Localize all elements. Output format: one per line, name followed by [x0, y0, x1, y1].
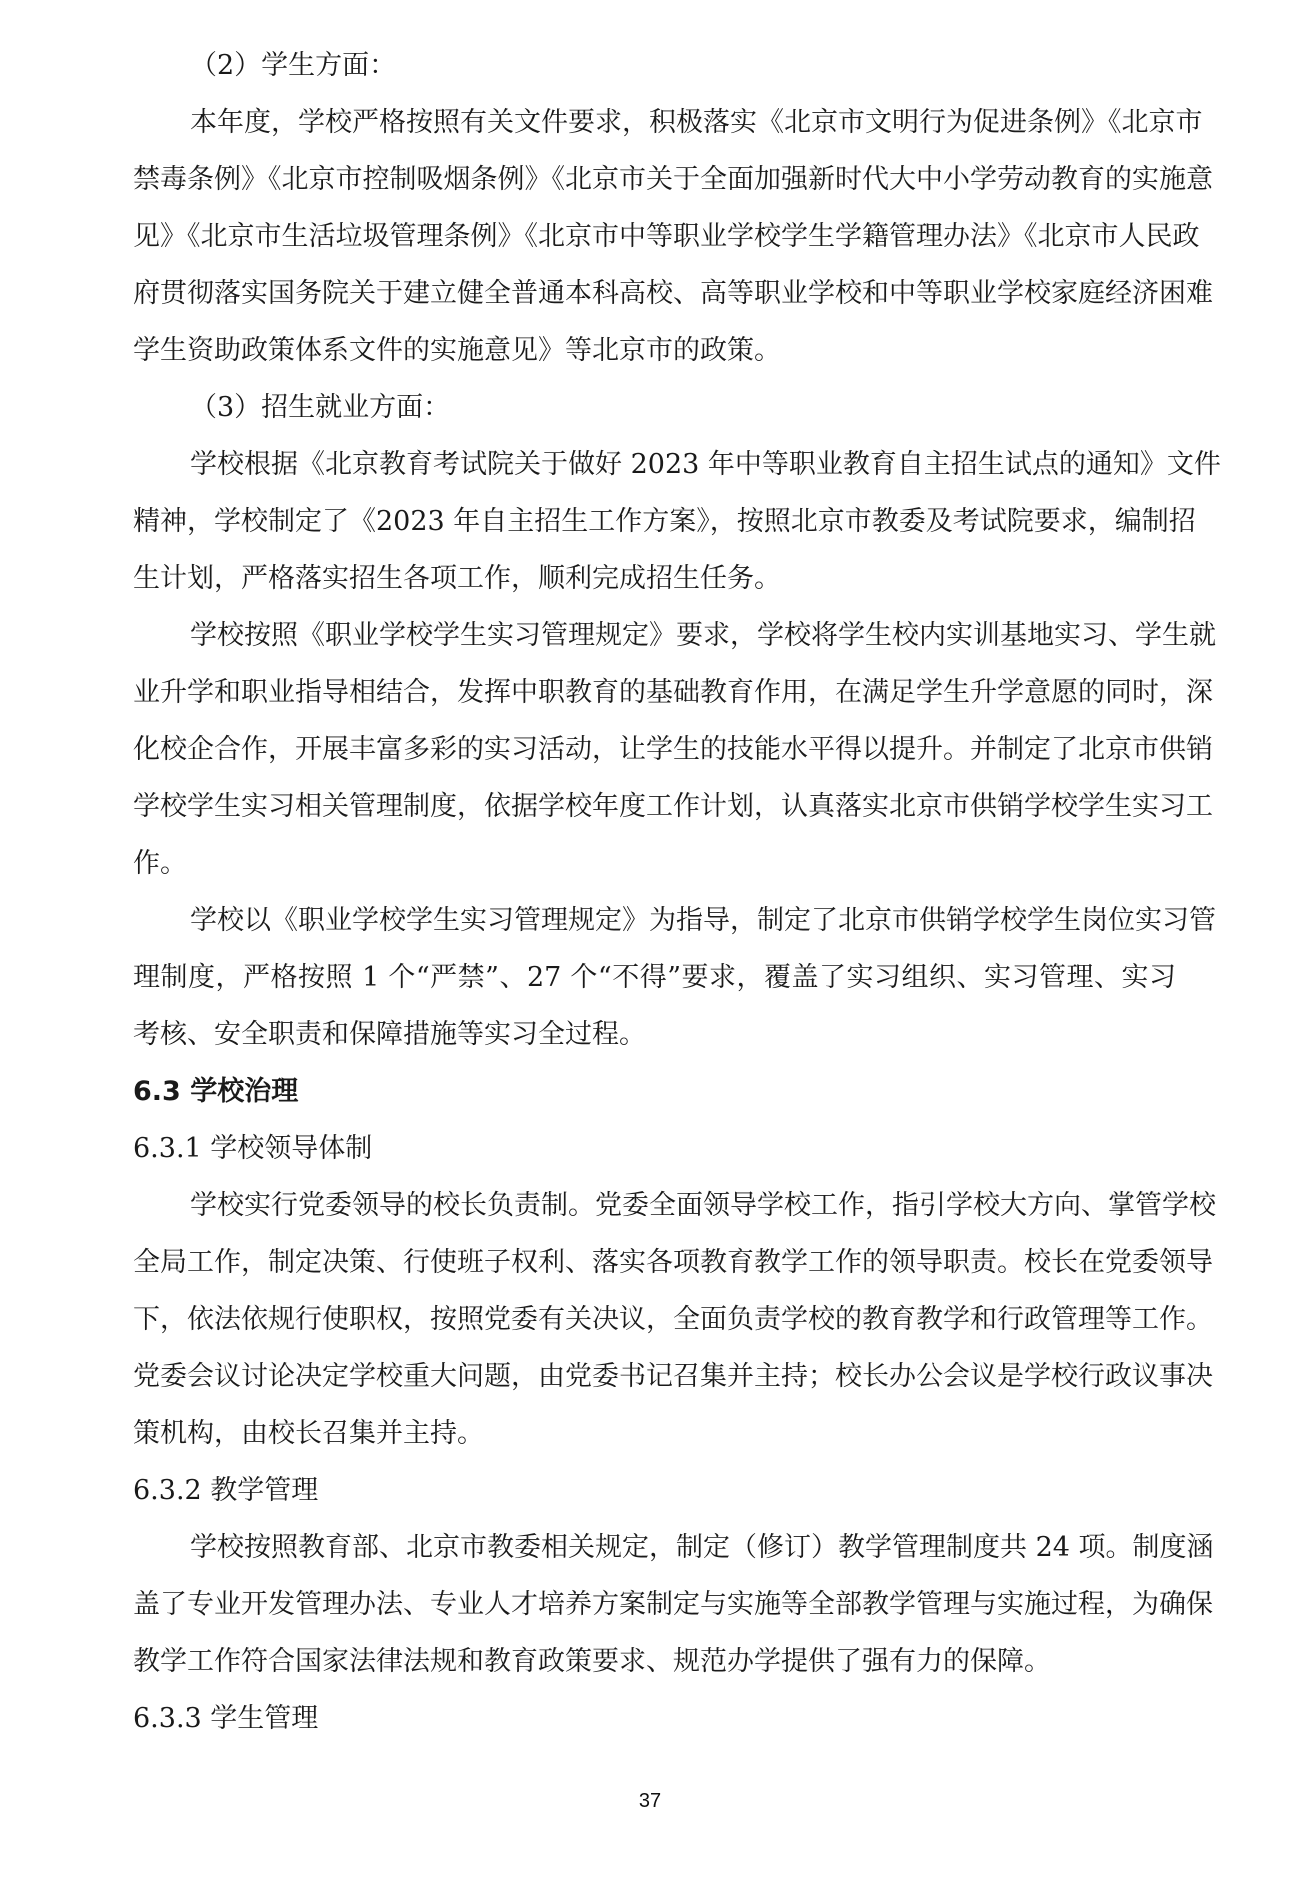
- text-line: 精神，学校制定了《2023 年自主招生工作方案》，按照北京市教委及考试院要求，编制招: [133, 506, 1196, 537]
- text-line: 党委会议讨论决定学校重大问题，由党委书记召集并主持；校长办公会议是学校行政议事决: [133, 1361, 1213, 1392]
- text-line: 教学工作符合国家法律法规和教育政策要求、规范办学提供了强有力的保障。: [133, 1646, 1051, 1677]
- text-line: 6.3.2 教学管理: [133, 1475, 319, 1506]
- text-line: 考核、安全职责和保障措施等实习全过程。: [133, 1019, 646, 1050]
- text-line: 6.3.1 学校领导体制: [133, 1133, 373, 1164]
- text-line: 6.3.3 学生管理: [133, 1703, 319, 1734]
- text-line: 学校实行党委领导的校长负责制。党委全面领导学校工作，指引学校大方向、掌管学校: [190, 1190, 1216, 1221]
- text-line: 盖了专业开发管理办法、专业人才培养方案制定与实施等全部教学管理与实施过程，为确保: [133, 1589, 1213, 1620]
- section-heading: 6.3 学校治理: [133, 1076, 299, 1107]
- text-line: （3）招生就业方面：: [190, 392, 451, 423]
- text-line: 作。: [133, 848, 187, 879]
- text-line: 学校根据《北京教育考试院关于做好 2023 年中等职业教育自主招生试点的通知》文件: [190, 449, 1221, 480]
- text-line: 府贯彻落实国务院关于建立健全普通本科高校、高等职业学校和中等职业学校家庭经济困难: [133, 278, 1213, 309]
- text-line: 下，依法依规行使职权，按照党委有关决议，全面负责学校的教育教学和行政管理等工作。: [133, 1304, 1213, 1335]
- page-number: 37: [638, 1790, 662, 1812]
- text-line: 本年度，学校严格按照有关文件要求，积极落实《北京市文明行为促进条例》《北京市: [190, 107, 1203, 138]
- text-line: （2）学生方面：: [190, 50, 397, 81]
- text-line: 学校以《职业学校学生实习管理规定》为指导，制定了北京市供销学校学生岗位实习管: [190, 905, 1216, 936]
- text-line: 学校按照教育部、北京市教委相关规定，制定（修订）教学管理制度共 24 项。制度涵: [190, 1532, 1214, 1563]
- text-line: 学校按照《职业学校学生实习管理规定》要求，学校将学生校内实训基地实习、学生就: [190, 620, 1216, 651]
- text-line: 生计划，严格落实招生各项工作，顺利完成招生任务。: [133, 563, 781, 594]
- text-line: 理制度，严格按照 1 个“严禁”、27 个“不得”要求，覆盖了实习组织、实习管理、实习: [133, 962, 1176, 993]
- text-line: 全局工作，制定决策、行使班子权利、落实各项教育教学工作的领导职责。校长在党委领导: [133, 1247, 1213, 1278]
- text-line: 学校学生实习相关管理制度，依据学校年度工作计划，认真落实北京市供销学校学生实习工: [133, 791, 1213, 822]
- text-line: 禁毒条例》《北京市控制吸烟条例》《北京市关于全面加强新时代大中小学劳动教育的实施意: [133, 164, 1213, 195]
- text-line: 业升学和职业指导相结合，发挥中职教育的基础教育作用，在满足学生升学意愿的同时，深: [133, 677, 1213, 708]
- text-line: 策机构，由校长召集并主持。: [133, 1418, 484, 1449]
- text-line: 化校企合作，开展丰富多彩的实习活动，让学生的技能水平得以提升。并制定了北京市供销: [133, 734, 1213, 765]
- text-line: 学生资助政策体系文件的实施意见》等北京市的政策。: [133, 335, 781, 366]
- text-line: 见》《北京市生活垃圾管理条例》《北京市中等职业学校学生学籍管理办法》《北京市人民政: [133, 221, 1200, 252]
